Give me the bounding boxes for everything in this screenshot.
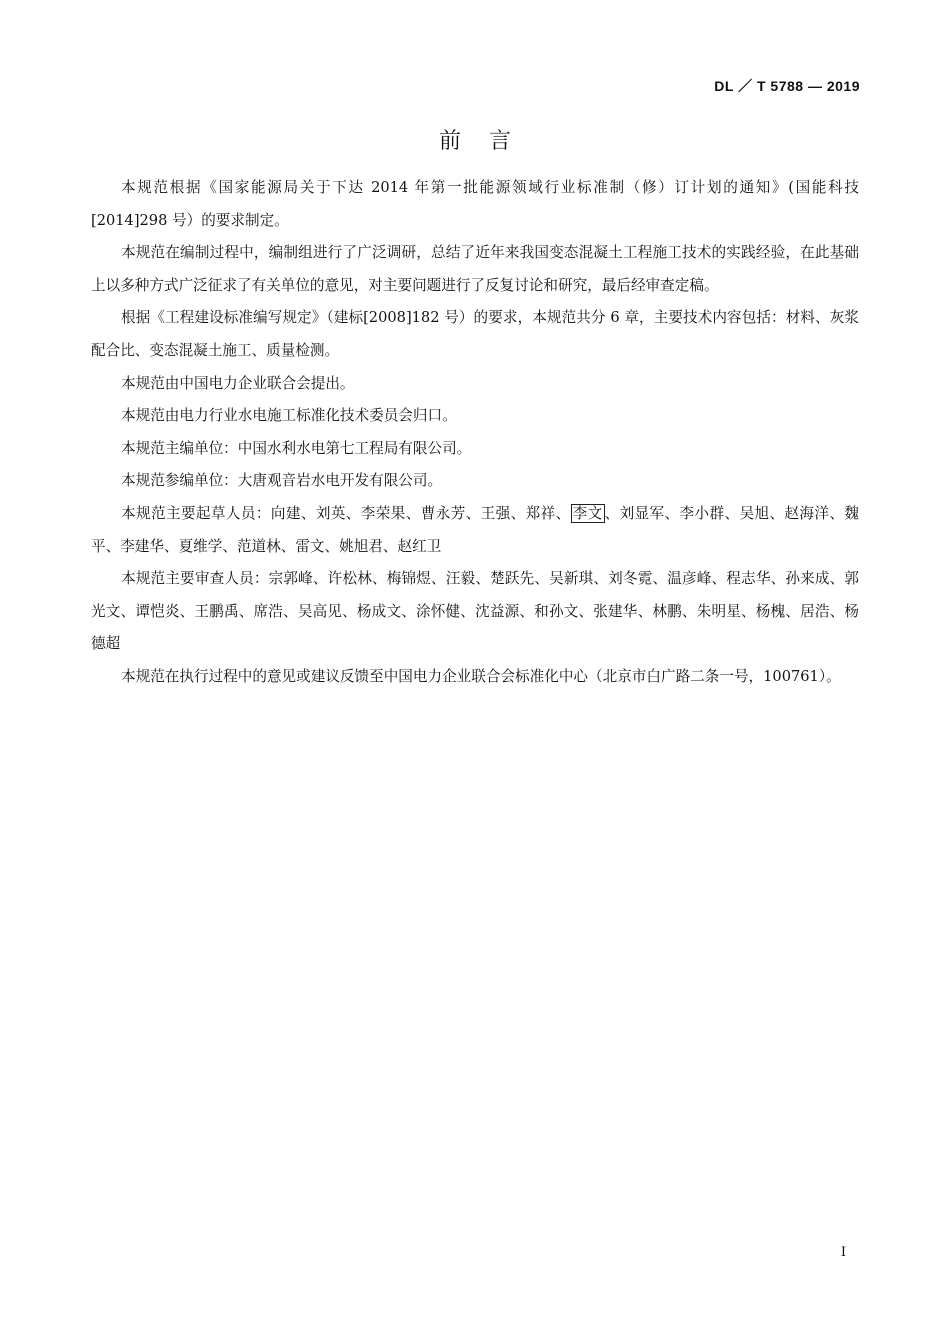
paragraph-plan-basis: 本规范根据《国家能源局关于下达 2014 年第一批能源领域行业标准制（修）订计划的通知》(国能科技[2014]298 号）的要求制定。 <box>91 179 859 229</box>
boxed-drafter-name: 李文 <box>572 504 603 522</box>
paragraph-feedback: 本规范在执行过程中的意见或建议反馈至中国电力企业联合会标准化中心（北京市白广路二条一号，100761）。 <box>121 667 841 685</box>
paragraph-reviewers: 本规范主要审查人员：宗郭峰、许松林、梅锦煜、汪毅、楚跃先、吴新琪、刘冬霓、温彦峰、程志华、孙来成、郭光文、谭恺炎、王鹏禹、席浩、吴高见、杨成文、涂怀健、沈益源、和孙文、张建华、林鹏、朱明星、杨槐、居浩、杨德超 <box>91 570 859 653</box>
page-number: I <box>840 1245 846 1260</box>
paragraph-chief-editor-unit: 本规范主编单位：中国水利水电第七工程局有限公司。 <box>121 439 472 457</box>
standard-number: DL ／ T 5788 — 2019 <box>714 78 860 94</box>
preface-body <box>91 172 859 694</box>
paragraph-participating-unit: 本规范参编单位：大唐观音岩水电开发有限公司。 <box>121 472 443 490</box>
paragraph-drafters <box>91 498 859 563</box>
paragraph-main-content: 根据《工程建设标准编写规定》（建标[2008]182 号）的要求，本规范共分 6 章，主要技术内容包括：材料、灰浆配合比、变态混凝土施工、质量检测。 <box>91 309 859 359</box>
paragraph-responsible-committee: 本规范由电力行业水电施工标准化技术委员会归口。 <box>121 407 457 425</box>
page-title: 前言 <box>438 129 539 154</box>
drafters-text-after: 、刘显军、李小群、吴旭、赵海洋、魏平、李建华、夏维学、范道林、雷文、姚旭君、赵红卫 <box>91 504 859 555</box>
drafters-text-before: 本规范主要起草人员：向建、刘英、李荣果、曹永芳、王强、郑祥、 <box>121 504 571 522</box>
paragraph-proposer: 本规范由中国电力企业联合会提出。 <box>121 374 355 392</box>
paragraph-compilation-process: 本规范在编制过程中，编制组进行了广泛调研，总结了近年来我国变态混凝土工程施工技术的实践经验，在此基础上以多种方式广泛征求了有关单位的意见，对主要问题进行了反复讨论和研究，最后经审查定稿。 <box>91 244 859 294</box>
